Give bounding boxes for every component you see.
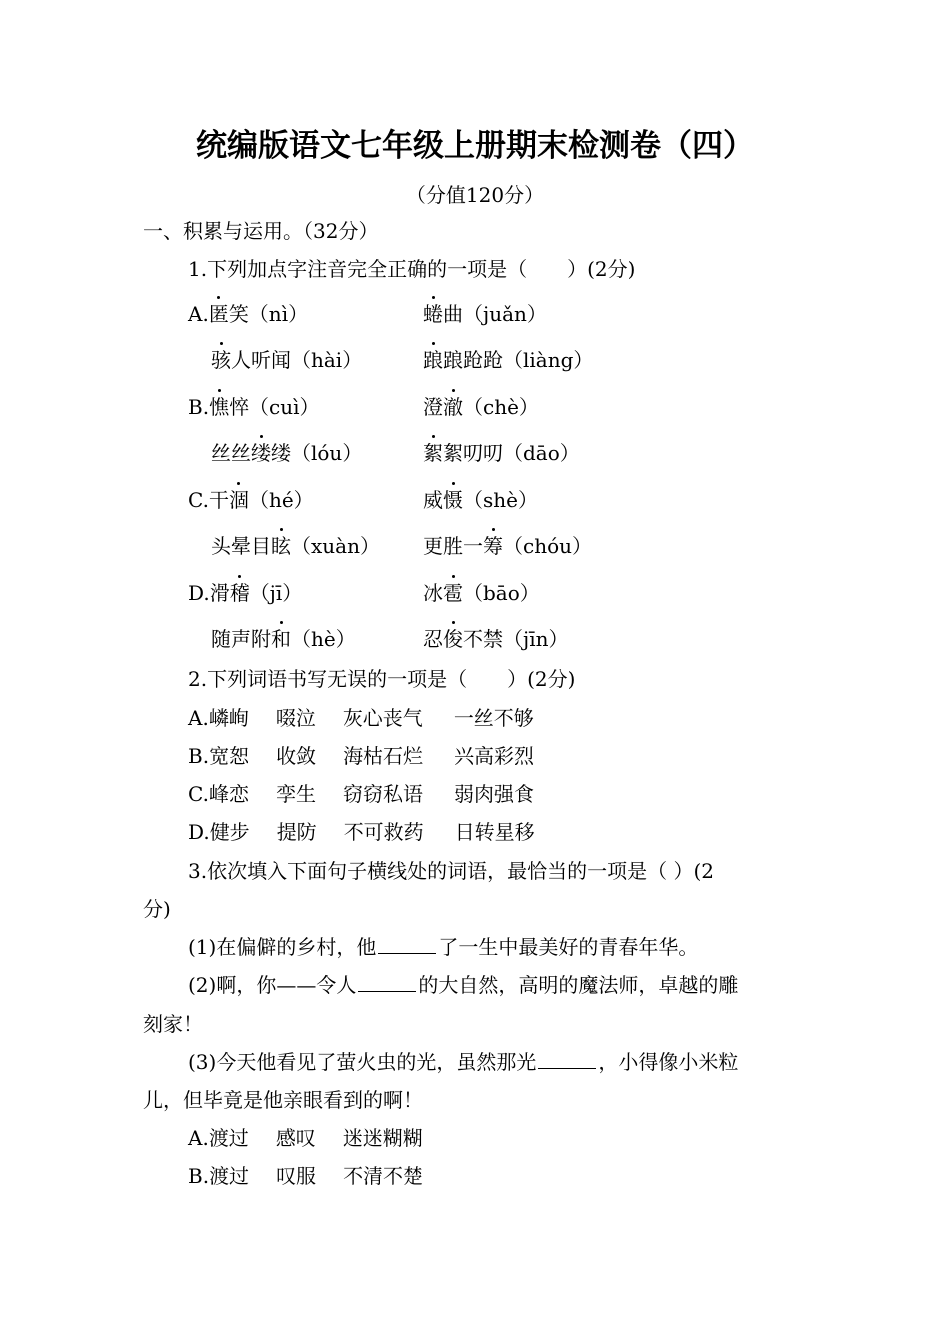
word: 健步: [209, 820, 250, 844]
q1-option-d-row1: D.滑稽（jī）: [188, 581, 303, 605]
word: 海枯石烂: [343, 744, 424, 768]
dotted-char: 眩: [271, 534, 291, 558]
option-label: B.: [188, 744, 210, 768]
dotted-char: 蜷: [423, 302, 443, 326]
option-label: A.: [188, 302, 209, 326]
q3-sentence-3-cont: 儿，但毕竟是他亲眼看到的啊！: [143, 1088, 423, 1112]
option-label: A.: [188, 706, 209, 730]
dotted-char: 和: [271, 627, 291, 651]
dotted-char: 筹: [483, 534, 503, 558]
q1-option-b-row1-col2: 澄澈（chè）: [423, 395, 539, 419]
page-title: 统编版语文七年级上册期末检测卷（四）: [196, 128, 754, 164]
word: 渡过: [209, 1164, 250, 1188]
word: 提防: [276, 820, 317, 844]
dotted-char: 憔: [209, 395, 230, 419]
answer-blank[interactable]: [358, 973, 416, 992]
word-item: 匿笑（nì）: [208, 302, 309, 326]
word: 不清不楚: [343, 1164, 424, 1188]
word: 弱肉强食: [453, 782, 534, 806]
q1-option-a-row1-col2: 蜷曲（juǎn）: [423, 302, 547, 326]
q1-option-c-row1-col2: 威慑（shè）: [423, 488, 538, 512]
q1-option-c-row2: 头晕目眩（xuàn）: [211, 534, 380, 558]
word: 日转星移: [454, 820, 535, 844]
option-label: C.: [188, 782, 209, 806]
q1-option-c-row2-col2: 更胜一筹（chóu）: [423, 534, 593, 558]
word: 叹服: [276, 1164, 317, 1188]
word: 渡过: [208, 1126, 249, 1150]
answer-blank[interactable]: [378, 935, 436, 954]
q1-option-a-row2-col2: 踉踉跄跄（liàng）: [423, 348, 594, 372]
dotted-char: 雹: [443, 581, 463, 605]
dotted-char: 澈: [443, 395, 463, 419]
q2-option-a: [188, 705, 534, 731]
q3-option-a: [188, 1125, 423, 1151]
word: 啜泣: [275, 706, 316, 730]
q1-option-b-row2: 丝丝缕缕（lóu）: [211, 441, 363, 465]
dotted-char: 俊: [443, 627, 463, 651]
dotted-char: 慑: [443, 488, 463, 512]
dotted-char: 匿: [208, 302, 229, 326]
q1-option-d-row2-col2: 忍俊不禁（jīn）: [423, 627, 569, 651]
q1-option-b-row2-col2: 絮絮叨叨（dāo）: [423, 441, 580, 465]
word: 收敛: [276, 744, 317, 768]
q1-option-a-row2: 骇人听闻（hài）: [211, 348, 363, 372]
word: 兴高彩烈: [454, 744, 535, 768]
q3-option-b: [188, 1163, 423, 1189]
section-heading: 一、积累与运用。（32分）: [143, 219, 379, 243]
q3-stem-line1: 3.依次填入下面句子横线处的词语，最恰当的一项是（ ）(2: [188, 859, 714, 883]
word: 迷迷糊糊: [342, 1126, 423, 1150]
option-label: D.: [188, 581, 210, 605]
q1-stem: 1.下列加点字注音完全正确的一项是（ ）(2分): [188, 257, 636, 281]
word: 一丝不够: [453, 706, 534, 730]
dotted-char: 踉: [423, 348, 443, 372]
score-note: （分值120分）: [405, 183, 545, 207]
word: 灰心丧气: [342, 706, 423, 730]
q1-option-a-row1: [188, 301, 308, 327]
option-label: B.: [188, 1164, 210, 1188]
dotted-char: 缕: [251, 441, 271, 465]
q1-option-d-row1-col2: 冰雹（bāo）: [423, 581, 540, 605]
option-label: B.: [188, 395, 210, 419]
q3-sentence-2-cont: 刻家！: [143, 1012, 203, 1036]
q1-option-c-row1: C.干涸（hé）: [188, 488, 314, 512]
q3-sentence-1: (1)在偏僻的乡村，他 了一生中最美好的青春年华。: [188, 935, 699, 959]
q3-stem-line2: 分): [143, 897, 171, 921]
q3-sentence-3: (3)今天他看见了萤火虫的光，虽然那光 ，小得像小米粒: [188, 1050, 739, 1074]
dotted-char: 絮: [423, 441, 443, 465]
q2-stem: 2.下列词语书写无误的一项是（ ）(2分): [188, 667, 576, 691]
q2-option-b: [188, 743, 534, 769]
q1-option-b-row1: B.憔悴（cuì）: [188, 395, 320, 419]
word: 嶙峋: [208, 706, 249, 730]
option-label: D.: [188, 820, 210, 844]
dotted-char: 稽: [229, 581, 250, 605]
dotted-char: 骇: [211, 348, 231, 372]
option-label: C.: [188, 488, 209, 512]
word: 峰恋: [208, 782, 249, 806]
q1-option-d-row2: 随声附和（hè）: [211, 627, 356, 651]
option-label: A.: [188, 1126, 209, 1150]
word: 感叹: [275, 1126, 316, 1150]
word: 窃窃私语: [342, 782, 423, 806]
word: 宽恕: [209, 744, 250, 768]
q2-option-c: [188, 781, 534, 807]
answer-blank[interactable]: [538, 1050, 596, 1069]
word: 孪生: [275, 782, 316, 806]
dotted-char: 涸: [228, 488, 249, 512]
q2-option-d: [188, 819, 535, 845]
word: 不可救药: [343, 820, 424, 844]
q3-sentence-2: (2)啊，你——令人 的大自然，高明的魔法师，卓越的雕: [188, 973, 739, 997]
